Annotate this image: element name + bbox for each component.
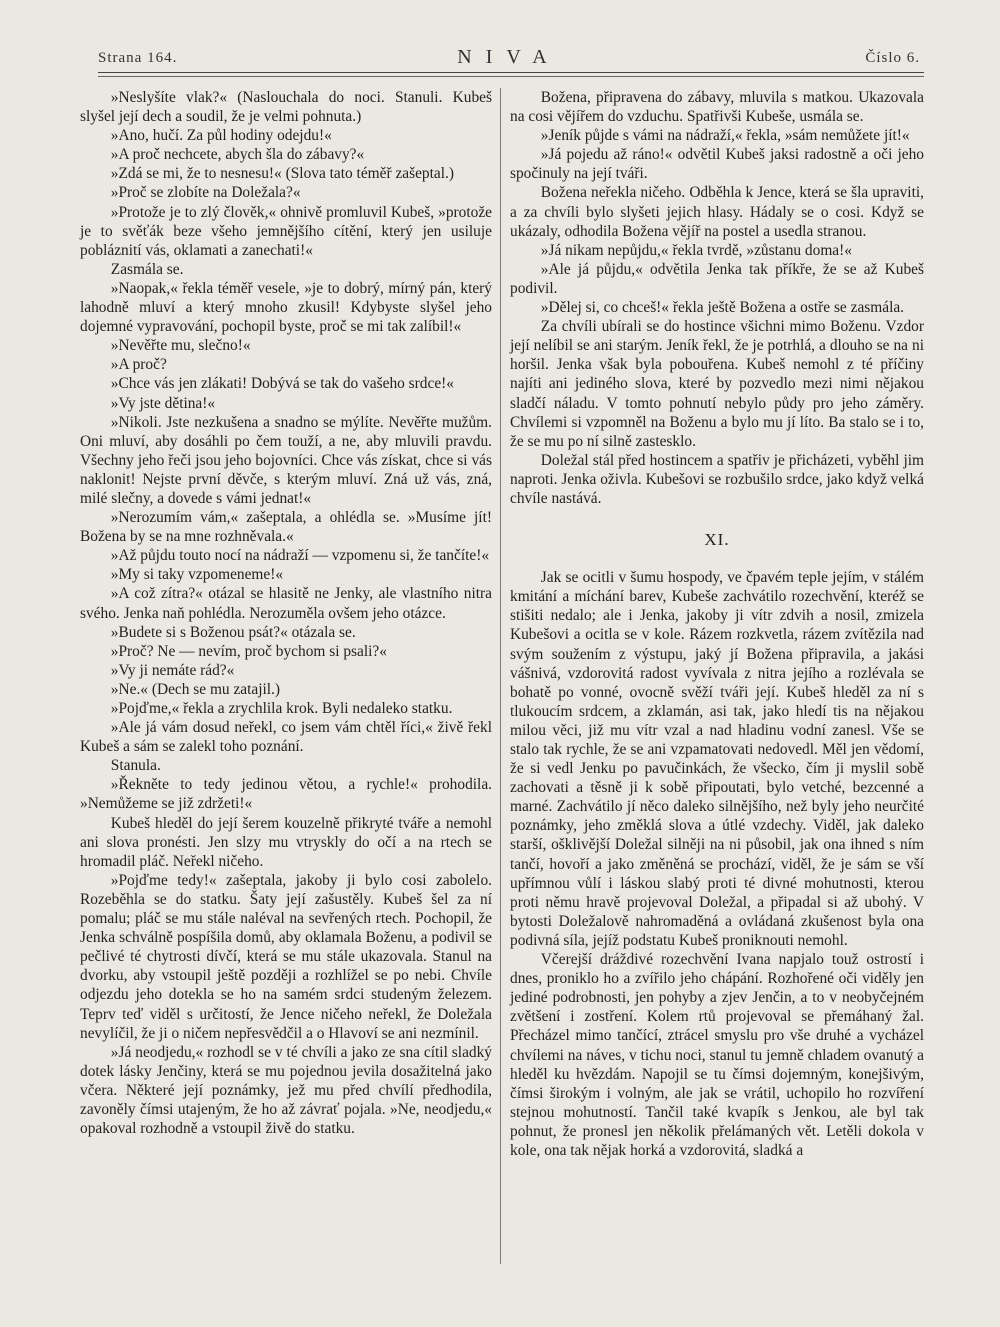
left-column xyxy=(80,88,492,1138)
paragraph: »Já pojedu až ráno!« odvětil Kubeš jaksi radostně a oči jeho spočinuly na její tváři. xyxy=(510,146,924,183)
paragraph: »Ne.« (Dech se mu zatajil.) xyxy=(110,680,281,698)
header-rule xyxy=(98,72,924,73)
paragraph: »Pojďme tedy!« zašeptala, jakoby ji bylo cosi zabolelo. Rozeběhla se do statku. Šaty její zašustěly. Kubeš šel za ní pomalu; pláč se mu stále naléval na sevřených rtech. Pochopil, že Jenka schválně pospíšila domů, aby oklamala Boženu, a podivil se pečlivé té chytrosti dívčí, která se mu stále ukazovala. Stanul na dvorku, aby vstoupil ještě později a rozhlížel se po nebi. Chvíle odjezdu jeho dotekla se ho na samém srdci studeným železem. Teprv teď viděl s určitostí, že Jence ničeho neřekl, že Doležala nevylíčil, že ji o ničem nepřesvědčil a o Hlavoví se ani nezmínil. xyxy=(80,871,492,1042)
paragraph: Kubeš hleděl do její šerem kouzelně přikryté tváře a nemohl ani slova pronésti. Jen slzy mu vtryskly do očí a na rtech se hromadil pláč. Neřekl ničeho. xyxy=(80,814,492,870)
paragraph: »Proč? Ne — nevím, proč bychom si psali?« xyxy=(110,642,387,660)
paragraph: »Ale já vám dosud neřekl, co jsem vám chtěl říci,« živě řekl Kubeš a sám se zalekl toho poznání. xyxy=(80,719,492,756)
paragraph: »Vy ji nemáte rád?« xyxy=(110,661,235,679)
paragraph: Stanula. xyxy=(110,757,161,775)
paragraph: »Nevěřte mu, slečno!« xyxy=(110,337,251,355)
paragraph: »Já neodjedu,« rozhodl se v té chvíli a jako ze sna cítil sladký dotek lásky Jenčiny, která se mu pojednou jevila dosažitelná jako včera. Některé její poznámky, jež mu před chvílí předhodila, zavoněly čímsi utajeným, že ho až závrať pojala. »Ne, neodjedu,« opakoval rozhodně a vstoupil živě do statku. xyxy=(80,1043,492,1138)
paragraph: Doležal stál před hostincem a spatřiv je přicházeti, vyběhl jim naproti. Jenka oživla. Kubešovi se rozbušilo srdce, jako když velká chvíle nastává. xyxy=(510,451,924,507)
issue-number: Číslo 6. xyxy=(865,50,920,66)
paragraph: Božena, připravena do zábavy, mluvila s matkou. Ukazovala na cosi vějířem do vzduchu. Spatřivši Kubeše, usmála se. xyxy=(510,89,924,126)
right-column xyxy=(510,88,924,1160)
paragraph: »Nikoli. Jste nezkušena a snadno se mýlíte. Nevěřte mužům. Oni mluví, aby dosáhli po čem touží, a ne, aby mluvili pravdu. Všechny jeho řeči jsou jeho bojovníci. Chce vás získat, chce si vás naklonit! Nejste první děvče, s kterým mluví. Zná už vás, zná, milé slečny, a dovede s vámi jednat!« xyxy=(80,413,492,507)
paragraph: »Protože je to zlý člověk,« ohnivě promluvil Kubeš, »protože je to svěťák beze všeho jemnějšího cítění, který jen usiluje pobláznití vás, oklamati a zanechati!« xyxy=(80,203,492,259)
paragraph: »Budete si s Boženou psát?« otázala se. xyxy=(110,623,356,641)
paragraph: Za chvíli ubírali se do hostince všichni mimo Boženu. Vzdor její nelíbil se ani starým. Jeník řekl, že je potrhlá, a dlouho se na ni horšil. Jenka však byla pobouřena. Kubeš nemohl z té příčiny najíti ani jediného slova, které by pozvedlo mezi nimi nějakou sladčí náladu. V tomto pohnutí nebylo půdy pro jeho záměry. Chvílemi si vzpomněl na Boženu a bylo mu jí líto. Ba stalo se i to, že se mu po ní silně zastesklo. xyxy=(510,318,924,450)
paragraph: »My si taky vzpomeneme!« xyxy=(110,566,284,584)
paragraph: »A proč? xyxy=(110,356,167,374)
paragraph: »Ano, hučí. Za půl hodiny odejdu!« xyxy=(110,127,332,145)
paragraph: »Naopak,« řekla téměř vesele, »je to dobrý, mírný pán, který lahodně mluví a který mnoho zkusil! Kdybyste slyšel jeho dojemné vypravování, pochopil byste, proč se mi tak zalíbil!« xyxy=(80,279,492,336)
paragraph: »A což zítra?« otázal se hlasitě ne Jenky, ale vlastního nitra svého. Jenka naň pohlédla. Nerozuměla ovšem jeho otázce. xyxy=(80,585,492,622)
paragraph: »Řekněte to tedy jedinou větou, a rychle!« prohodila. »Nemůžeme se již zdržeti!« xyxy=(80,776,492,813)
chapter-heading: XI. xyxy=(704,530,730,550)
paragraph: »Zdá se mi, že to nesnesu!« (Slova tato téměř zašeptal.) xyxy=(110,165,454,183)
page-header xyxy=(98,46,920,70)
paragraph: »Dělej si, co chceš!« řekla ještě Božena a ostře se zasmála. xyxy=(540,299,905,317)
paragraph: »Jeník půjde s vámi na nádraží,« řekla, »sám nemůžete jít!« xyxy=(540,127,910,145)
paragraph: »Chce vás jen zlákati! Dobývá se tak do vašeho srdce!« xyxy=(110,375,454,393)
paragraph: Jak se ocitli v šumu hospody, ve čpavém teple jejím, v stálém kmitání a míchání barev, Kubeše zachvátilo rozechvění, kteréž se stišiti nedalo; ale i Jenka, jakoby ji vítr zdvih a nosil, zmizela Kubešovi a ocitla se v kole. Rázem rozkvetla, rázem zvítězila nad svým soužením z výstupu, jaký jí Božena připravila, a jakási vášnivá, vzdorovitá radost vyvívala z nitra jejího a rozlévala se bohatě po vonné, ovocně svěží tváři její. Kubeš hleděl za ní s tlukoucím srdcem, a zklamán, asi tak, jako hledí tis na nějakou milou věci, již mu vítr vzal a nad hladinu vodní zanesl. Vše se stalo tak rychle, že se ani vzpamatovati nedovedl. Měl jen vědomí, že si vedl Jenku po pavučinkách, že všecko, čím ji myslil sobě zachovati a těsně ji k sobě připoutati, bylo vetché, bezcenné a marné. Zachvátilo jí něco daleko silnějšího, než byly jeho neurčité poznámky, jeho změklá slova a útlé vzdechy. Viděl, jak daleko starší, ošklivější Doležal silněji na ni působil, jak ona ihned s ním tančí, hovoří a jako změněná se prochází, viděl, že je sám se vší upřímnou vůlí i láskou slabý proti té divné mohutnosti, kterou proti němu hravě projevoval Doležal, a připadal si až ubohý. V bytosti Doležalově nahromaděná a ovládaná zkušenost byla ona podivná síla, jejíž podstatu Kubeš proniknouti nemohl. xyxy=(510,569,924,949)
paragraph: »Nerozumím vám,« zašeptala, a ohlédla se. »Musíme jít! Božena by se na mne rozhněvala.« xyxy=(80,509,492,546)
paragraph: Zasmála se. xyxy=(110,260,184,278)
paragraph: »A proč nechcete, abych šla do zábavy?« xyxy=(110,146,365,164)
paragraph: »Až půjdu touto nocí na nádraží — vzpomenu si, že tančíte!« xyxy=(110,547,490,565)
paragraph: »Já nikam nepůjdu,« řekla tvrdě, »zůstanu doma!« xyxy=(540,241,852,259)
paragraph: »Proč se zlobíte na Doležala?« xyxy=(110,184,301,202)
paragraph: »Pojďme,« řekla a zrychlila krok. Byli nedaleko statku. xyxy=(110,700,453,717)
paragraph: »Vy jste dětina!« xyxy=(110,394,216,412)
paragraph: Včerejší dráždivé rozechvění Ivana napjalo touž ostrostí i dnes, proniklo ho a zvířilo jeho chápání. Rozhořené oči viděly jen jediné podrobnosti, jen pohyby a zjev Jenčin, a to v neobyčejném zvětšení i zostření. Kolem rtů projevoval se přemáhaný žal. Přecházel mimo tančící, ztrácel smyslu pro vše druhé a vycházel chvílemi na náves, v tichu noci, stanul tu jemně chladem ovanutý a hleděl ku hvězdám. Napojil se tu čímsi dojemným, konejšivým, čímsi širokým i volným, ale jak se vrátil, uchopilo ho rozvíření stejnou mohutností. Tančil také kvapík s Jenkou, ale byl tak pohnut, že pronesl jen několik přelámaných vět. Letěli dokola v kole, ona tak nějak horká a vzdorovitá, sladká a xyxy=(510,951,924,1159)
paragraph: Božena neřekla ničeho. Odběhla k Jence, která se šla upraviti, a za chvíli bylo slyšeti jejich hlasy. Hádaly se o cosi. Když se ukázaly, odhodila Božena vějíř na postel a usedla stranou. xyxy=(510,184,924,240)
page-number: Strana 164. xyxy=(98,50,178,66)
paragraph: »Ale já půjdu,« odvětila Jenka tak příkře, že se až Kubeš podivil. xyxy=(510,260,924,297)
column-divider xyxy=(500,88,501,1264)
paragraph: »Neslyšíte vlak?« (Naslouchala do noci. Stanuli. Kubeš slyšel její dech a soudil, že je velmi pohnuta.) xyxy=(80,89,492,126)
header-rule-thin xyxy=(98,76,924,77)
journal-title: NIVA xyxy=(457,46,561,68)
